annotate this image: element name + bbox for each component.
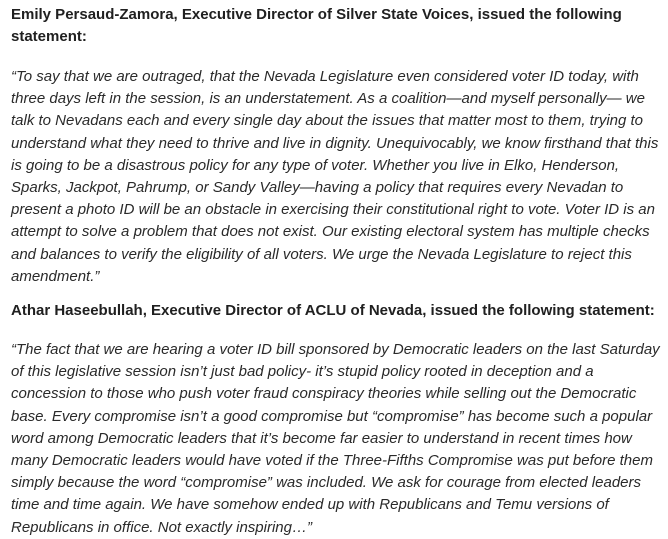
statement-heading: Athar Haseebullah, Executive Director of ACLU of Nevada, issued the following statement: [11,302,655,320]
statement-quote: “To say that we are outraged, that the Nevada Legislature even considered voter ID today, with three days left in the session, is an understatement. As a coalition—and myself personally— we talk to Nevadans each and every single day about the issues that matter most to them, trying to understand what they need to thrive and live in dignity. Unequivocably, we know firsthand that this is going to be a disastrous policy for any type of voter. Whether you live in Elko, Henderson, Sparks, Jackpot, Pahrump, or Sandy Valley—having a policy that requires every Nevadan to present a photo ID will be an obstacle in exercising their constitutional right to vote. Voter ID is an attempt to solve a problem that does not exist. Our existing electoral system has multiple checks and balances to verify the eligibility of all voters. We urge the Nevada Legislature to reject this amendment.” [11,68,659,285]
statement-heading: Emily Persaud-Zamora, Executive Director of Silver State Voices, issued the following statement: [11,6,622,45]
statement-quote: “The fact that we are hearing a voter ID bill sponsored by Democratic leaders on the last Saturday of this legislative session isn’t just bad policy- it’s stupid policy rooted in deception and a concession to those who push voter fraud conspiracy theories while selling out the Democratic base. Every compromise isn’t a good compromise but “compromise” has become such a popular word among Democratic leaders that it’s become far easier to understand in recent times how many Democratic leaders would have voted if the Three-Fifths Compromise was put before them simply because the word “compromise” was included. We ask for courage from elected leaders time and time again. We have somehow ended up with Republicans and Temu versions of Republicans in office. Not exactly inspiring…” [11,341,660,536]
press-release-body [11,0,661,539]
